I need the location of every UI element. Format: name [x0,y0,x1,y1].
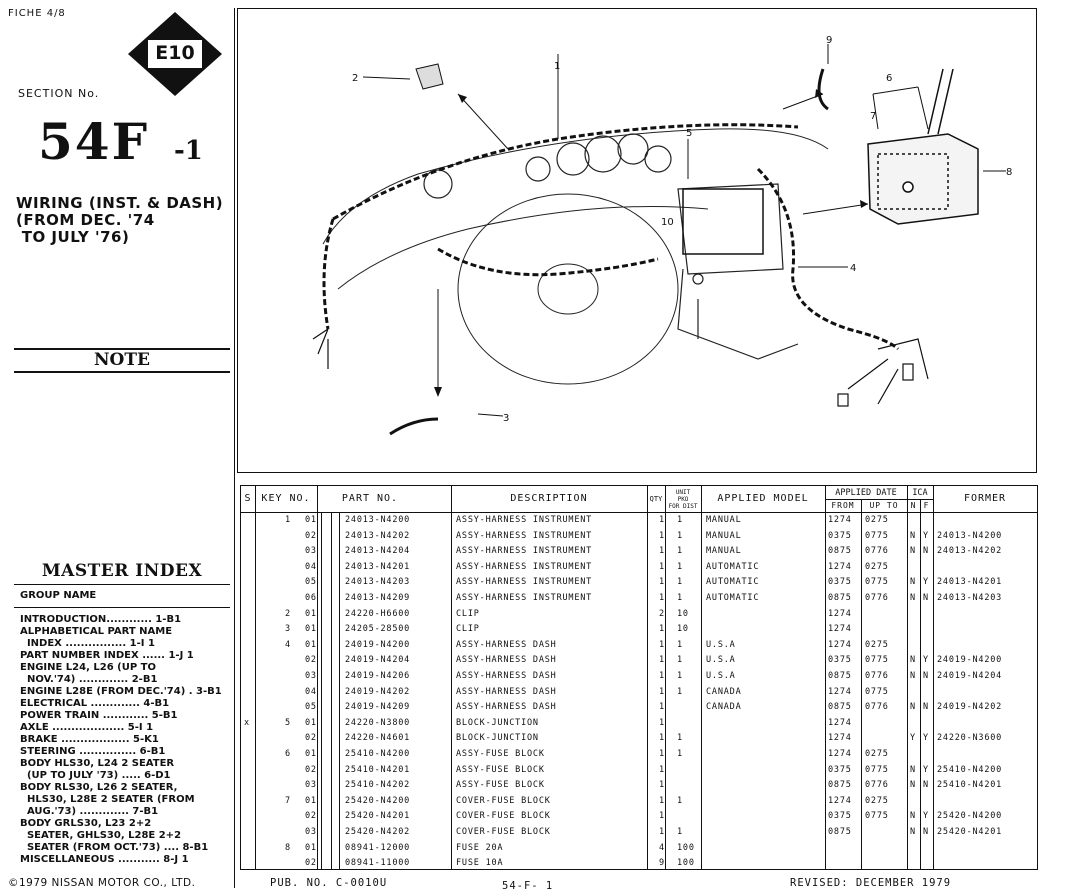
cell-sub: 01 [305,624,317,635]
col-header-former: FORMER [963,493,1007,504]
cell-n: N [910,671,916,681]
cell-model: U.S.A [706,639,736,650]
cell-key: 5 [285,717,291,728]
cell-former: 24013-N4201 [937,577,1003,588]
subtitle-line: (FROM DEC. '74 [16,211,155,229]
cell-former: 24019-N4200 [937,655,1003,666]
cell-upto: 0275 [865,639,889,650]
cell-qty: 1 [659,577,665,588]
cell-unit: 1 [677,561,683,572]
table-row [241,825,1039,841]
cell-qty: 1 [659,671,665,681]
index-line: (UP TO JULY '73) ..... 6-D1 [20,770,171,781]
parts-table [240,485,1038,870]
cell-qty: 9 [659,858,665,869]
cell-unit: 1 [677,749,683,759]
index-line: NOV.'74) ............. 2-B1 [20,674,158,685]
cell-desc: ASSY-HARNESS INSTRUMENT [456,577,593,588]
table-row [241,856,1039,872]
cell-unit: 1 [677,686,683,697]
cell-unit: 1 [677,733,683,744]
cell-n: N [910,530,916,541]
cell-desc: BLOCK-JUNCTION [456,717,539,728]
cell-sub: 06 [305,593,317,603]
cell-upto: 0776 [865,702,889,713]
cell-from: 1274 [828,733,852,744]
cell-sub: 01 [305,749,317,759]
table-row [241,716,1039,732]
col-header-from: FROM [831,500,855,510]
cell-qty: 2 [659,608,665,619]
cell-desc: ASSY-HARNESS DASH [456,639,557,650]
cell-model: MANUAL [706,546,742,557]
cell-part: 25420-N4200 [345,795,411,806]
index-line: HLS30, L28E 2 SEATER (FROM [20,794,195,805]
col-header-model: APPLIED MODEL [717,493,809,504]
cell-model: MANUAL [706,530,742,541]
cell-unit: 10 [677,608,689,619]
cell-qty: 1 [659,639,665,650]
cell-f: Y [923,655,929,666]
index-line: ENGINE L24, L26 (UP TO [20,662,156,673]
cell-key: 7 [285,795,291,806]
cell-part: 24013-N4204 [345,546,411,557]
cell-qty: 4 [659,842,665,853]
table-row [241,763,1039,779]
col-header-key: KEY NO. [261,493,311,504]
fiche-label: FICHE 4/8 [8,8,66,19]
cell-upto: 0775 [865,811,889,822]
col-header-n: N [910,500,917,510]
section-number: 54F [38,112,150,171]
note-title: NOTE [94,350,150,370]
copyright: ©1979 NISSAN MOTOR CO., LTD. [8,877,196,889]
cell-part: 25420-N4202 [345,827,411,837]
cell-former: 24013-N4203 [937,593,1003,603]
cell-unit: 1 [677,515,683,525]
cell-desc: ASSY-FUSE BLOCK [456,749,545,759]
cell-former: 24013-N4202 [937,546,1003,557]
cell-part: 24013-N4201 [345,561,411,572]
revised-date: REVISED: DECEMBER 1979 [790,877,952,889]
cell-from: 0875 [828,671,852,681]
cell-upto: 0775 [865,655,889,666]
cell-sub: 02 [305,530,317,541]
cell-f: N [923,702,929,713]
cell-n: Y [910,733,916,744]
callout-5: 5 [686,128,693,139]
table-row [241,544,1039,560]
table-row [241,638,1039,654]
cell-qty: 1 [659,702,665,713]
cell-from: 1274 [828,639,852,650]
master-index-title: MASTER INDEX [41,561,203,581]
table-row [241,575,1039,591]
cell-qty: 1 [659,811,665,822]
cell-part: 24220-H6600 [345,608,411,619]
callout-6: 6 [886,73,893,84]
cell-upto: 0776 [865,593,889,603]
index-line: BRAKE .................. 5-K1 [20,734,159,745]
cell-sub: 01 [305,608,317,619]
cell-f: Y [923,577,929,588]
cell-f: Y [923,764,929,775]
cell-from: 1274 [828,608,852,619]
callout-1: 1 [554,61,561,72]
cell-desc: COVER-FUSE BLOCK [456,811,551,822]
cell-upto: 0775 [865,764,889,775]
pub-number: PUB. NO. C-0010U [270,877,388,889]
cell-former: 24013-N4200 [937,530,1003,541]
cell-sub: 01 [305,717,317,728]
cell-former: 24019-N4204 [937,671,1003,681]
table-row [241,747,1039,763]
cell-f: N [923,827,929,837]
cell-model: U.S.A [706,655,736,666]
cell-qty: 1 [659,593,665,603]
cell-sub: 04 [305,686,317,697]
cell-qty: 1 [659,655,665,666]
master-index-list [20,614,226,866]
col-header-ica: ICA [912,487,928,498]
cell-model: CANADA [706,686,742,697]
index-line: INTRODUCTION............ 1-B1 [20,614,182,625]
table-row [241,669,1039,685]
cell-part: 24205-28500 [345,624,411,635]
table-row [241,731,1039,747]
subtitle-line: WIRING (INST. & DASH) [16,194,224,212]
cell-unit: 1 [677,546,683,557]
cell-part: 24220-N4601 [345,733,411,744]
section-badge [128,12,222,96]
cell-desc: COVER-FUSE BLOCK [456,827,551,837]
index-line: SEATER, GHLS30, L28E 2+2 [20,830,182,841]
cell-unit: 1 [677,577,683,588]
wiring-diagram [237,8,1037,473]
cell-unit: 100 [677,858,695,869]
cell-key: 2 [285,608,291,619]
col-header-upto: UP TO [869,500,899,510]
cell-sub: 02 [305,811,317,822]
cell-part: 24013-N4200 [345,515,411,525]
subtitle-line: TO JULY '76) [16,228,130,246]
cell-n: N [910,593,916,603]
cell-n: N [910,546,916,557]
cell-sub: 05 [305,702,317,713]
badge-text: E10 [155,42,195,64]
cell-part: 24019-N4200 [345,639,411,650]
section-suffix: -1 [174,136,203,166]
cell-sub: 02 [305,733,317,744]
index-line: MISCELLANEOUS ........... 8-J 1 [20,854,189,865]
cell-from: 1274 [828,624,852,635]
cell-qty: 1 [659,749,665,759]
cell-part: 25410-N4200 [345,749,411,759]
cell-model: MANUAL [706,515,742,525]
cell-unit: 10 [677,624,689,635]
section-label: SECTION No. [18,87,100,100]
cell-model: AUTOMATIC [706,577,760,588]
cell-unit: 1 [677,639,683,650]
cell-desc: ASSY-FUSE BLOCK [456,764,545,775]
col-header-date: APPLIED DATE [835,487,897,498]
cell-f: Y [923,733,929,744]
cell-n: N [910,577,916,588]
cell-f: N [923,593,929,603]
cell-part: 08941-12000 [345,842,411,853]
cell-desc: FUSE 20A [456,842,504,853]
cell-sub: 01 [305,842,317,853]
index-line: STEERING ............... 6-B1 [20,746,166,757]
cell-unit: 100 [677,842,695,853]
index-line: POWER TRAIN ............ 5-B1 [20,710,178,721]
callout-3: 3 [503,413,510,424]
cell-desc: ASSY-HARNESS INSTRUMENT [456,546,593,557]
cell-key: 6 [285,749,291,759]
cell-s: x [244,717,250,728]
cell-part: 24013-N4209 [345,593,411,603]
cell-part: 24220-N3800 [345,717,411,728]
cell-qty: 1 [659,546,665,557]
cell-former: 24019-N4202 [937,702,1003,713]
cell-qty: 1 [659,764,665,775]
cell-from: 1274 [828,686,852,697]
cell-desc: ASSY-HARNESS INSTRUMENT [456,515,593,525]
cell-from: 0875 [828,827,852,837]
cell-desc: ASSY-HARNESS INSTRUMENT [456,593,593,603]
cell-part: 25420-N4201 [345,811,411,822]
cell-part: 24013-N4202 [345,530,411,541]
cell-qty: 1 [659,795,665,806]
table-row [241,529,1039,545]
cell-part: 24019-N4202 [345,686,411,697]
cell-key: 1 [285,515,291,525]
divider [14,584,230,585]
cell-n: N [910,655,916,666]
index-line: AXLE ................... 5-I 1 [20,722,154,733]
cell-sub: 02 [305,764,317,775]
index-line: INDEX ................ 1-I 1 [20,638,155,649]
cell-qty: 1 [659,827,665,837]
cell-sub: 02 [305,655,317,666]
col-header-s: S [244,493,252,504]
cell-former: 25410-N4200 [937,764,1003,775]
cell-desc: CLIP [456,608,480,619]
cell-upto: 0275 [865,561,889,572]
index-line: AUG.'73) ............. 7-B1 [20,806,159,817]
cell-desc: ASSY-HARNESS INSTRUMENT [456,530,593,541]
cell-from: 0875 [828,546,852,557]
cell-upto: 0775 [865,530,889,541]
cell-desc: ASSY-HARNESS DASH [456,686,557,697]
table-row [241,700,1039,716]
cell-desc: CLIP [456,624,480,635]
table-row [241,591,1039,607]
cell-n: N [910,827,916,837]
cell-qty: 1 [659,733,665,744]
cell-sub: 01 [305,639,317,650]
cell-model: CANADA [706,702,742,713]
divider [14,607,230,608]
cell-part: 24019-N4206 [345,671,411,681]
cell-sub: 03 [305,827,317,837]
cell-qty: 1 [659,686,665,697]
cell-unit: 1 [677,530,683,541]
index-line: BODY GRLS30, L23 2+2 [20,818,152,829]
cell-key: 4 [285,639,291,650]
cell-unit: 1 [677,827,683,837]
table-row [241,841,1039,857]
cell-part: 25410-N4202 [345,780,411,791]
cell-qty: 1 [659,561,665,572]
cell-upto: 0275 [865,515,889,525]
cell-key: 8 [285,842,291,853]
cell-from: 1274 [828,515,852,525]
cell-f: Y [923,811,929,822]
cell-n: N [910,811,916,822]
table-row [241,513,1039,529]
cell-qty: 1 [659,717,665,728]
table-row [241,607,1039,623]
cell-former: 25410-N4201 [937,780,1003,791]
cell-sub: 01 [305,795,317,806]
cell-upto: 0776 [865,780,889,791]
table-row [241,560,1039,576]
cell-unit: 1 [677,593,683,603]
cell-part: 25410-N4201 [345,764,411,775]
table-row [241,794,1039,810]
col-header-unit: UNIT PKO FOR DIST [668,488,698,510]
cell-upto: 0776 [865,546,889,557]
header-subdivider [825,499,933,500]
cell-former: 25420-N4200 [937,811,1003,822]
cell-desc: ASSY-HARNESS DASH [456,671,557,681]
index-line: PART NUMBER INDEX ...... 1-J 1 [20,650,194,661]
cell-desc: BLOCK-JUNCTION [456,733,539,744]
col-header-description: DESCRIPTION [510,493,588,504]
cell-upto: 0775 [865,577,889,588]
cell-unit: 1 [677,671,683,681]
cell-sub: 02 [305,858,317,869]
cell-from: 0375 [828,655,852,666]
table-row [241,685,1039,701]
cell-model: U.S.A [706,671,736,681]
page-subtitle [16,195,223,246]
cell-desc: ASSY-FUSE BLOCK [456,780,545,791]
cell-f: Y [923,530,929,541]
table-row [241,778,1039,794]
cell-former: 25420-N4201 [937,827,1003,837]
cell-part: 24019-N4209 [345,702,411,713]
callout-4: 4 [850,263,857,274]
cell-unit: 1 [677,795,683,806]
cell-from: 0875 [828,702,852,713]
cell-from: 0375 [828,811,852,822]
wiring-illustration [238,9,1036,472]
cell-f: N [923,546,929,557]
cell-from: 1274 [828,795,852,806]
col-header-part: PART NO. [341,493,399,504]
index-line: ENGINE L28E (FROM DEC.'74) . 3-B1 [20,686,222,697]
cell-from: 0375 [828,764,852,775]
callout-8: 8 [1006,167,1013,178]
cell-upto: 0275 [865,795,889,806]
cell-model: AUTOMATIC [706,593,760,603]
index-line: ALPHABETICAL PART NAME [20,626,173,637]
index-line: SEATER (FROM OCT.'73) .... 8-B1 [20,842,209,853]
cell-sub: 01 [305,515,317,525]
cell-n: N [910,764,916,775]
cell-qty: 1 [659,515,665,525]
cell-qty: 1 [659,624,665,635]
cell-qty: 1 [659,530,665,541]
left-column [0,0,234,896]
cell-desc: ASSY-HARNESS DASH [456,702,557,713]
cell-former: 24220-N3600 [937,733,1003,744]
cell-upto: 0775 [865,686,889,697]
cell-n: N [910,702,916,713]
cell-model: AUTOMATIC [706,561,760,572]
group-name-label: GROUP NAME [20,590,97,601]
index-line: ELECTRICAL ............. 4-B1 [20,698,170,709]
cell-from: 1274 [828,717,852,728]
cell-key: 3 [285,624,291,635]
cell-sub: 05 [305,577,317,588]
cell-desc: FUSE 10A [456,858,504,869]
cell-upto: 0776 [865,671,889,681]
callout-2: 2 [352,73,359,84]
cell-from: 0875 [828,593,852,603]
page-number: 54-F- 1 [502,880,554,892]
cell-desc: ASSY-HARNESS DASH [456,655,557,666]
cell-from: 1274 [828,749,852,759]
index-line: BODY RLS30, L26 2 SEATER, [20,782,178,793]
cell-sub: 03 [305,546,317,557]
table-row [241,622,1039,638]
cell-part: 08941-11000 [345,858,411,869]
column-divider [234,8,235,888]
cell-part: 24019-N4204 [345,655,411,666]
cell-upto: 0275 [865,749,889,759]
table-row [241,809,1039,825]
cell-sub: 03 [305,780,317,791]
cell-from: 0375 [828,577,852,588]
callout-7: 7 [870,111,877,122]
cell-desc: ASSY-HARNESS INSTRUMENT [456,561,593,572]
cell-f: N [923,780,929,791]
cell-sub: 03 [305,671,317,681]
table-row [241,653,1039,669]
cell-f: N [923,671,929,681]
callout-9: 9 [826,35,833,46]
col-header-f: F [923,500,930,510]
divider [14,371,230,373]
cell-unit: 1 [677,655,683,666]
cell-from: 0875 [828,780,852,791]
cell-from: 0375 [828,530,852,541]
cell-qty: 1 [659,780,665,791]
cell-sub: 04 [305,561,317,572]
cell-n: N [910,780,916,791]
index-line: BODY HLS30, L24 2 SEATER [20,758,175,769]
col-header-qty: QTY [649,495,663,503]
cell-from: 1274 [828,561,852,572]
cell-desc: COVER-FUSE BLOCK [456,795,551,806]
callout-10: 10 [661,217,674,228]
cell-part: 24013-N4203 [345,577,411,588]
